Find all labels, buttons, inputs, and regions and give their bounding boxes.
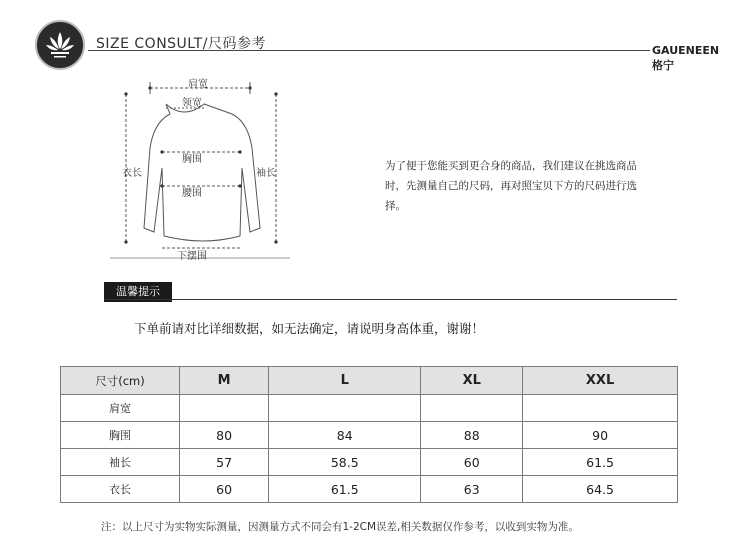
table-row xyxy=(61,422,678,449)
label-waist: 腰围 xyxy=(182,188,202,199)
table-cell: 60 xyxy=(421,449,523,476)
table-cell xyxy=(523,395,678,422)
label-chest: 胸围 xyxy=(182,154,202,165)
table-header-row xyxy=(61,367,678,395)
column-header: L xyxy=(269,367,421,395)
column-header: XXL xyxy=(523,367,678,395)
brand-logo xyxy=(35,20,85,70)
table-cell: 64.5 xyxy=(523,476,678,503)
row-label: 肩宽 xyxy=(61,395,180,422)
size-table xyxy=(60,366,678,503)
table-cell: 61.5 xyxy=(269,476,421,503)
tips-text: 下单前请对比详细数据，如无法确定，请说明身高体重，谢谢！ xyxy=(134,321,485,336)
page-title: SIZE CONSULT/尺码参考 xyxy=(96,36,266,52)
label-length: 衣长 xyxy=(122,168,142,179)
label-hem: 下摆围 xyxy=(177,251,207,262)
tips-divider xyxy=(104,299,677,300)
table-row xyxy=(61,476,678,503)
footnote: 注：以上尺寸为实物实际测量，因测量方式不同会有1-2CM误差,相关数据仅作参考，以收到实物为准。 xyxy=(101,521,579,533)
table-cell: 84 xyxy=(269,422,421,449)
header-divider xyxy=(88,50,650,51)
label-collar: 领宽 xyxy=(182,98,202,109)
row-label: 袖长 xyxy=(61,449,180,476)
intro-text: 为了便于您能买到更合身的商品，我们建议在挑选商品时，先测量自己的尺码，再对照宝贝下方的尺码进行选择。 xyxy=(385,160,637,212)
garment-diagram xyxy=(100,68,300,268)
table-row xyxy=(61,449,678,476)
table-row xyxy=(61,395,678,422)
row-label: 衣长 xyxy=(61,476,180,503)
table-cell xyxy=(180,395,269,422)
table-cell: 57 xyxy=(180,449,269,476)
table-header-label: 尺寸(cm) xyxy=(61,367,180,395)
tips-tab: 温馨提示 xyxy=(104,282,172,302)
table-cell: 58.5 xyxy=(269,449,421,476)
brand-name: GAUENEEN 格宁 xyxy=(652,44,720,72)
table-cell: 61.5 xyxy=(523,449,678,476)
column-header: M xyxy=(180,367,269,395)
column-header: XL xyxy=(421,367,523,395)
table-cell: 80 xyxy=(180,422,269,449)
table-cell xyxy=(269,395,421,422)
label-sleeve: 袖长 xyxy=(256,168,276,179)
table-cell: 63 xyxy=(421,476,523,503)
table-cell: 60 xyxy=(180,476,269,503)
label-shoulder: 肩宽 xyxy=(188,79,208,90)
table-cell: 90 xyxy=(523,422,678,449)
lotus-icon xyxy=(37,22,83,68)
table-cell: 88 xyxy=(421,422,523,449)
row-label: 胸围 xyxy=(61,422,180,449)
table-cell xyxy=(421,395,523,422)
